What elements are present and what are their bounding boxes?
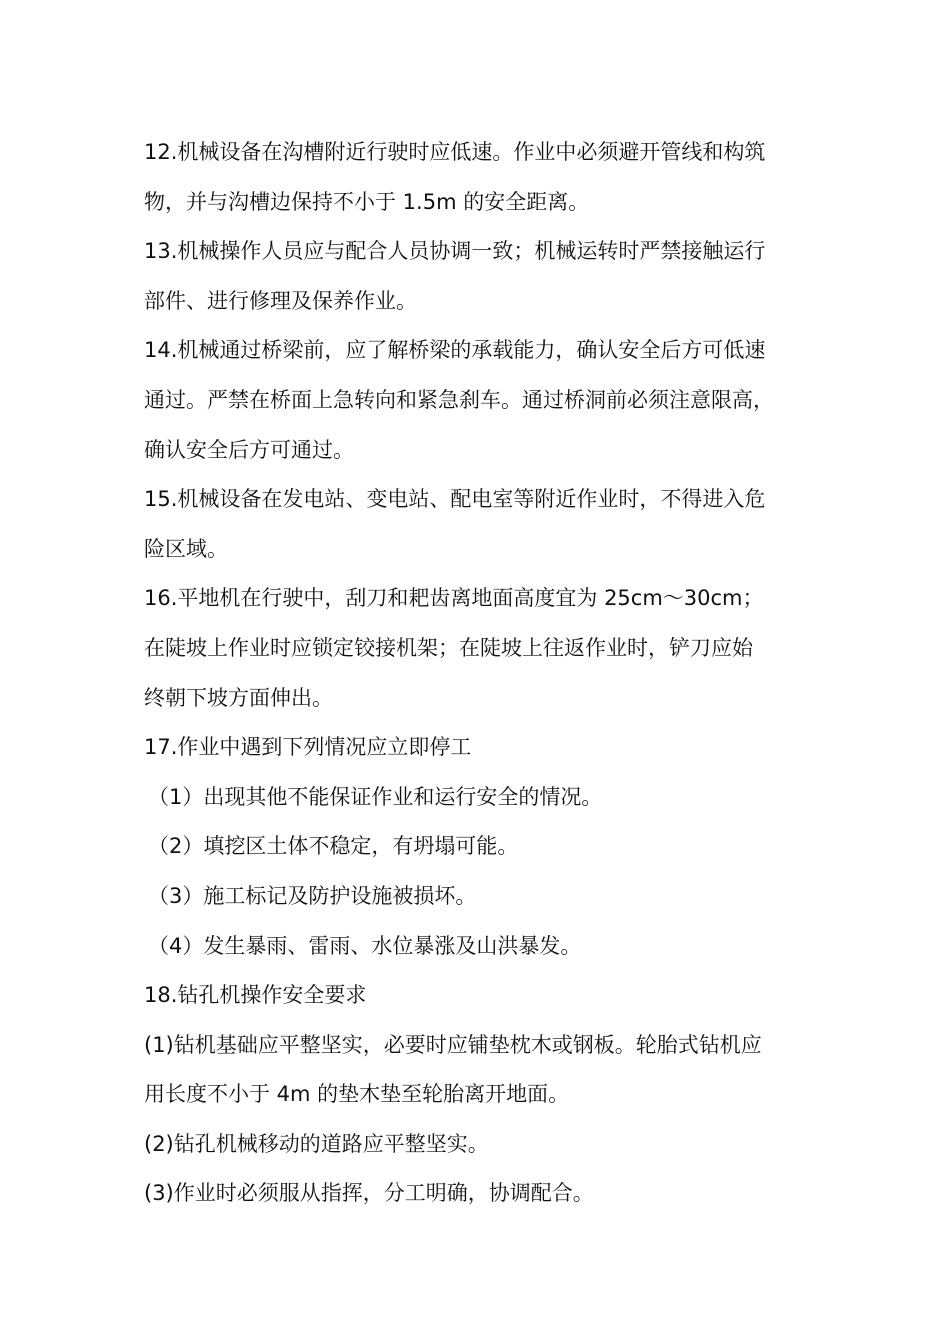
list-item-17-4: （4）发生暴雨、雷雨、水位暴涨及山洪暴发。	[148, 933, 582, 958]
text-line-13a: 13.机械操作人员应与配合人员协调一致；机械运转时严禁接触运行	[144, 239, 766, 264]
list-item-18-2: (2)钻孔机械移动的道路应平整坚实。	[144, 1131, 489, 1156]
list-item-18-3: (3)作业时必须服从指挥，分工明确，协调配合。	[144, 1181, 594, 1206]
text-line-17-heading: 17.作业中遇到下列情况应立即停工	[144, 735, 472, 760]
text-line-15a: 15.机械设备在发电站、变电站、配电室等附近作业时，不得进入危	[144, 487, 766, 512]
list-item-18-1a: (1)钻机基础应平整坚实，必要时应铺垫枕木或钢板。轮胎式钻机应	[144, 1032, 762, 1057]
text-line-12b: 物，并与沟槽边保持不小于 1.5m 的安全距离。	[144, 189, 590, 214]
text-line-12a: 12.机械设备在沟槽附近行驶时应低速。作业中必须避开管线和构筑	[144, 140, 766, 164]
text-line-14a: 14.机械通过桥梁前，应了解桥梁的承载能力，确认安全后方可低速	[144, 338, 766, 363]
list-item-17-3: （3）施工标记及防护设施被损坏。	[148, 883, 477, 908]
document-body	[144, 128, 824, 1219]
list-item-17-2: （2）填挖区土体不稳定，有坍塌可能。	[148, 834, 519, 859]
list-item-18-1b: 用长度不小于 4m 的垫木垫至轮胎离开地面。	[144, 1082, 570, 1107]
list-item-17-1: （1）出现其他不能保证作业和运行安全的情况。	[148, 784, 603, 809]
text-line-13b: 部件、进行修理及保养作业。	[144, 288, 417, 313]
text-line-18-heading: 18.钻孔机操作安全要求	[144, 983, 367, 1008]
text-line-14b: 通过。严禁在桥面上急转向和紧急刹车。通过桥洞前必须注意限高，	[144, 387, 774, 412]
text-line-16c: 终朝下坡方面伸出。	[144, 685, 333, 710]
text-line-16a: 16.平地机在行驶中，刮刀和耙齿离地面高度宜为 25cm～30cm；	[144, 586, 764, 611]
text-line-14c: 确认安全后方可通过。	[144, 437, 354, 462]
text-line-16b: 在陡坡上作业时应锁定铰接机架；在陡坡上往返作业时，铲刀应始	[144, 635, 753, 660]
text-line-15b: 险区域。	[144, 536, 228, 561]
